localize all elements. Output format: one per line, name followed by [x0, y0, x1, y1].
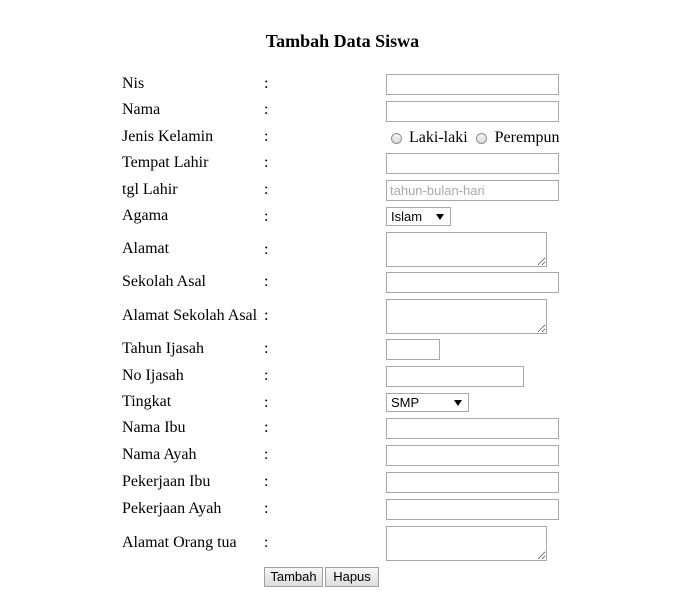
label-pekerjaan-ayah: Pekerjaan Ayah: [122, 500, 222, 517]
alamat-orang-tua-textarea[interactable]: [386, 526, 547, 561]
label-jenis-kelamin: Jenis Kelamin: [122, 128, 214, 145]
radio-label-laki-laki[interactable]: Laki-laki: [409, 129, 468, 146]
colon: :: [264, 75, 269, 92]
label-agama: Agama: [122, 207, 169, 224]
chevron-down-icon: [436, 214, 444, 220]
colon: :: [264, 208, 269, 225]
label-nis: Nis: [122, 75, 145, 92]
colon: :: [264, 500, 269, 517]
colon: :: [264, 340, 269, 357]
colon: :: [264, 473, 269, 490]
label-nama-ayah: Nama Ayah: [122, 446, 197, 463]
radio-laki-laki[interactable]: [391, 133, 402, 144]
label-nama-ibu: Nama Ibu: [122, 419, 186, 436]
gender-radio-group: [391, 129, 560, 147]
label-pekerjaan-ibu: Pekerjaan Ibu: [122, 473, 211, 490]
agama-selected-value: Islam: [391, 209, 423, 224]
colon: :: [264, 273, 269, 290]
label-tgl-lahir: tgl Lahir: [122, 181, 178, 198]
tempat-lahir-input[interactable]: [386, 153, 559, 174]
label-alamat: Alamat: [122, 240, 170, 257]
tingkat-select[interactable]: [386, 393, 469, 412]
alamat-textarea[interactable]: [386, 232, 547, 267]
colon: :: [264, 307, 269, 324]
agama-select[interactable]: [386, 207, 451, 226]
label-tingkat: Tingkat: [122, 393, 172, 410]
nama-ibu-input[interactable]: [386, 418, 559, 439]
form-row-agama: [0, 207, 681, 226]
sekolah-asal-input[interactable]: [386, 272, 559, 293]
colon: :: [264, 446, 269, 463]
hapus-button[interactable]: Hapus: [325, 567, 379, 587]
label-alamat-sekolah-asal: Alamat Sekolah Asal: [122, 307, 258, 324]
nama-input[interactable]: [386, 101, 559, 122]
colon: :: [264, 419, 269, 436]
no-ijasah-input[interactable]: [386, 366, 524, 387]
radio-perempun[interactable]: [476, 133, 487, 144]
radio-label-perempun[interactable]: Perempun: [494, 129, 560, 146]
nama-ayah-input[interactable]: [386, 445, 559, 466]
colon: :: [264, 534, 269, 551]
label-alamat-orang-tua: Alamat Orang tua: [122, 534, 237, 551]
colon: :: [264, 367, 269, 384]
tingkat-selected-value: SMP: [391, 395, 420, 410]
colon: :: [264, 394, 269, 411]
colon: :: [264, 101, 269, 118]
alamat-sekolah-asal-textarea[interactable]: [386, 299, 547, 334]
label-sekolah-asal: Sekolah Asal: [122, 273, 206, 290]
pekerjaan-ibu-input[interactable]: [386, 472, 559, 493]
nis-input[interactable]: [386, 74, 559, 95]
tambah-button[interactable]: Tambah: [264, 567, 323, 587]
form-row-tingkat: [0, 393, 681, 412]
tgl-lahir-input[interactable]: [386, 180, 559, 201]
colon: :: [264, 181, 269, 198]
label-tahun-ijasah: Tahun Ijasah: [122, 340, 204, 357]
colon: :: [264, 128, 269, 145]
page-title: Tambah Data Siswa: [265, 31, 420, 51]
colon: :: [264, 154, 269, 171]
label-no-ijasah: No Ijasah: [122, 367, 184, 384]
colon: :: [264, 241, 269, 258]
label-tempat-lahir: Tempat Lahir: [122, 154, 209, 171]
tahun-ijasah-input[interactable]: [386, 339, 440, 360]
label-nama: Nama: [122, 101, 161, 118]
pekerjaan-ayah-input[interactable]: [386, 499, 559, 520]
chevron-down-icon: [454, 400, 462, 406]
